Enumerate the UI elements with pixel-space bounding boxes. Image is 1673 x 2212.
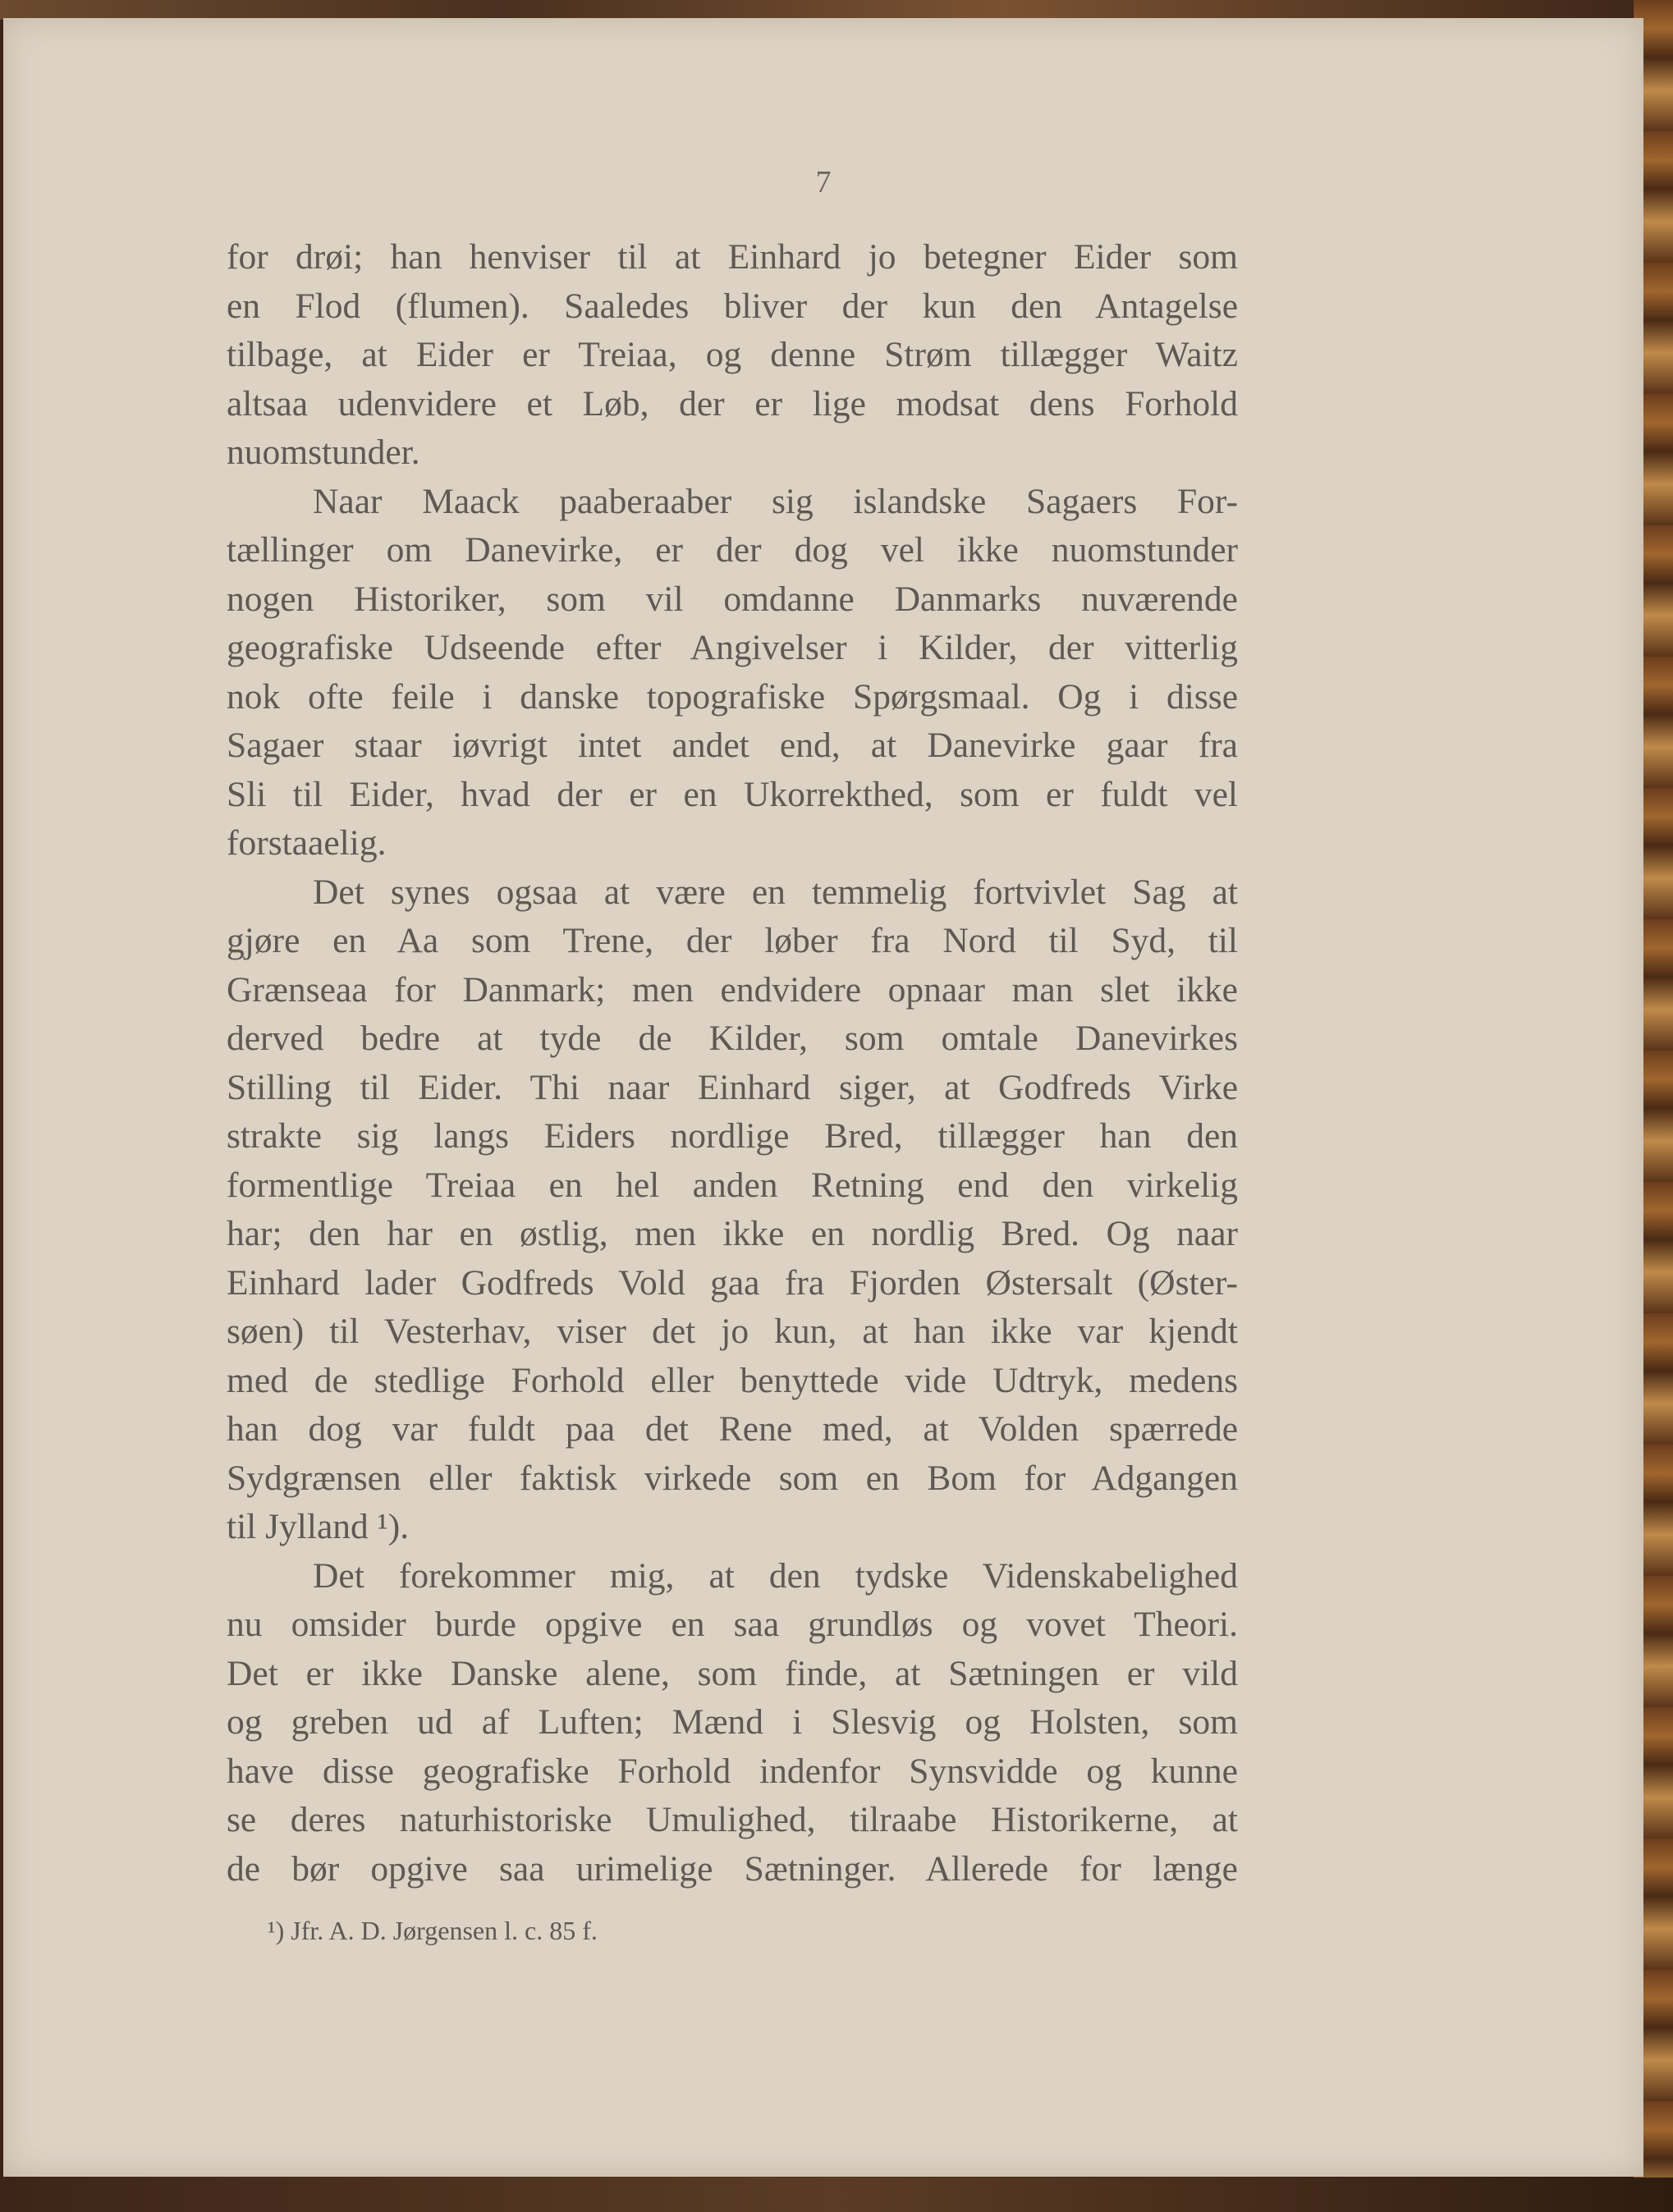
paper-page: [3, 18, 1643, 2177]
text-line: Einhard lader Godfreds Vold gaa fra Fjorden Østersalt (Øster-: [227, 1262, 1238, 1303]
text-line: Sydgrænsen eller faktisk virkede som en Bom for Adgangen: [227, 1458, 1238, 1498]
body-text: [227, 233, 1238, 1894]
top-binding-edge: [0, 0, 1673, 20]
page-number: 7: [815, 165, 832, 199]
text-line: strakte sig langs Eiders nordlige Bred, tillægger han den: [227, 1116, 1238, 1156]
text-line: nok ofte feile i danske topografiske Spørgsmaal. Og i disse: [227, 676, 1238, 717]
text-line: tilbage, at Eider er Treiaa, og denne Strøm tillægger Waitz: [227, 335, 1238, 374]
text-line: Sli til Eider, hvad der er en Ukorrekthed, som er fuldt vel: [227, 774, 1238, 814]
text-line: nuomstunder.: [227, 433, 420, 472]
text-line: formentlige Treiaa en hel anden Retning end den virkelig: [227, 1165, 1238, 1205]
text-line: Stilling til Eider. Thi naar Einhard siger, at Godfreds Virke: [227, 1067, 1238, 1107]
text-line: Det forekommer mig, at den tydske Videnskabelighed: [313, 1555, 1238, 1596]
text-line: derved bedre at tyde de Kilder, som omtale Danevirkes: [227, 1019, 1238, 1058]
text-line: gjøre en Aa som Trene, der løber fra Nord til Syd, til: [227, 921, 1238, 960]
text-line: Naar Maack paaberaaber sig islandske Sagaers For-: [313, 481, 1238, 521]
text-line: til Jylland ¹).: [227, 1507, 410, 1546]
text-line: Det synes ogsaa at være en temmelig fortvivlet Sag at: [313, 872, 1238, 912]
text-line: se deres naturhistoriske Umulighed, tilraabe Historikerne, at: [227, 1800, 1238, 1839]
bottom-binding-edge: [0, 2178, 1673, 2212]
text-line: for drøi; han henviser til at Einhard jo betegner Eider som: [227, 237, 1238, 277]
text-line: har; den har en østlig, men ikke en nordlig Bred. Og naar: [227, 1214, 1238, 1253]
text-line: Det er ikke Danske alene, som finde, at Sætningen er vild: [227, 1653, 1238, 1693]
footnote: ¹) Jfr. A. D. Jørgensen l. c. 85 f.: [268, 1916, 598, 1945]
text-line: forstaaelig.: [227, 823, 387, 863]
text-line: altsaa udenvidere et Løb, der er lige modsat dens Forhold: [227, 383, 1238, 424]
text-line: tællinger om Danevirke, er der dog vel ikke nuomstunder: [227, 530, 1238, 570]
text-line: en Flod (flumen). Saaledes bliver der kun den Antagelse: [227, 286, 1238, 326]
text-line: geografiske Udseende efter Angivelser i Kilder, der vitterlig: [227, 628, 1238, 667]
text-line: Grænseaa for Danmark; men endvidere opnaar man slet ikke: [227, 969, 1238, 1010]
text-line: Sagaer staar iøvrigt intet andet end, at Danevirke gaar fra: [227, 726, 1238, 765]
text-line: nogen Historiker, som vil omdanne Danmarks nuværende: [227, 579, 1238, 619]
text-line: han dog var fuldt paa det Rene med, at Volden spærrede: [227, 1409, 1238, 1449]
text-line: de bør opgive saa urimelige Sætninger. Allerede for længe: [227, 1848, 1238, 1889]
text-line: nu omsider burde opgive en saa grundløs og vovet Theori.: [227, 1605, 1238, 1644]
text-line: have disse geografiske Forhold indenfor Synsvidde og kunne: [227, 1751, 1238, 1791]
text-line: og greben ud af Luften; Mænd i Slesvig og Holsten, som: [227, 1702, 1238, 1742]
text-line: med de stedlige Forhold eller benyttede vide Udtryk, medens: [227, 1360, 1238, 1400]
text-line: søen) til Vesterhav, viser det jo kun, at han ikke var kjendt: [227, 1312, 1238, 1351]
